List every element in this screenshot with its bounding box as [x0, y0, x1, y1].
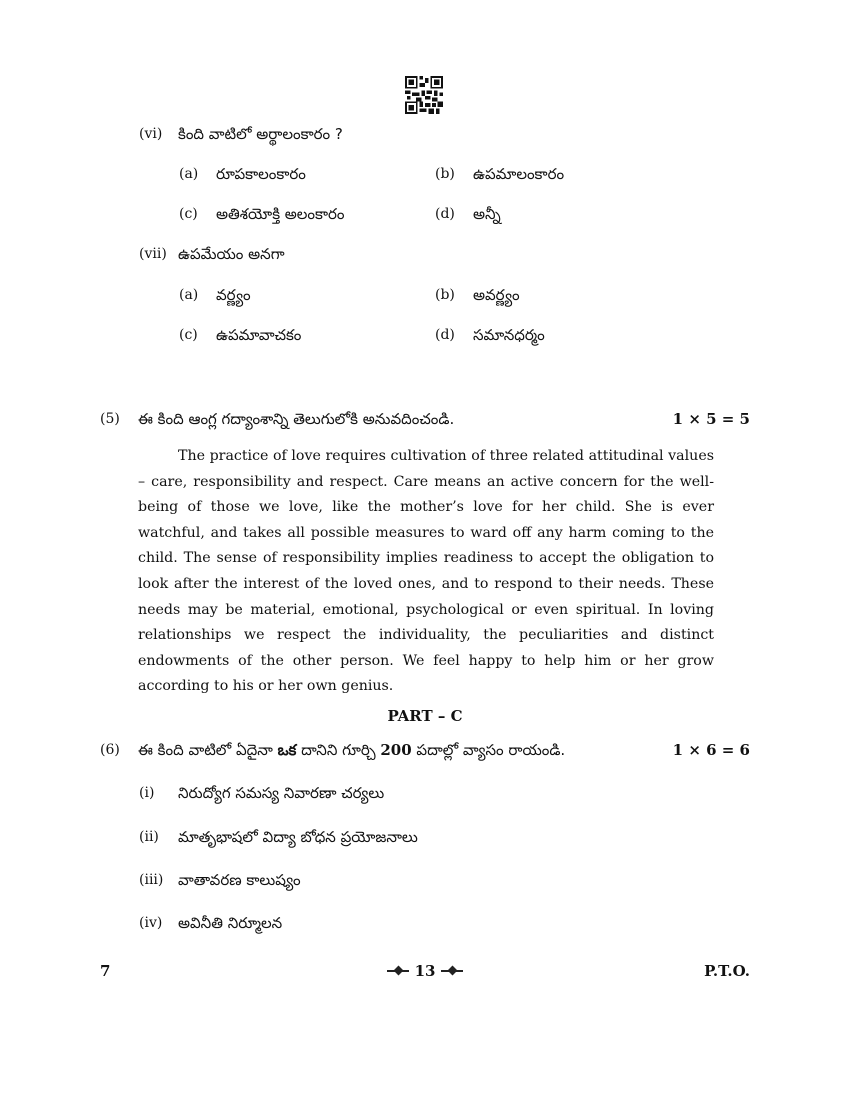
marks: 1 × 5 = 5 — [672, 410, 750, 428]
option-text: అవర్ణ్యం — [473, 286, 520, 304]
option-label: (d) — [435, 206, 455, 222]
question-number: (5) — [100, 411, 120, 427]
marks: 1 × 6 = 6 — [672, 741, 750, 759]
option-text: అతిశయోక్తి అలంకారం — [216, 205, 345, 223]
qr-code-icon — [404, 76, 444, 114]
please-turn-over: P.T.O. — [704, 962, 750, 980]
topic-number: (iv) — [139, 915, 163, 931]
question-text: ఈ కింది ఆంగ్ల గద్యాంశాన్ని తెలుగులోకి అనువదించండి. — [138, 410, 455, 428]
topic-number: (i) — [139, 785, 155, 801]
question-text: ఈ కింది వాటిలో ఏదైనా ఒక దానిని గూర్చి 200 పదాల్లో వ్యాసం రాయండి. — [138, 741, 566, 759]
question-number: (vi) — [139, 126, 163, 142]
question-number: (6) — [100, 742, 120, 758]
translation-passage — [138, 444, 714, 700]
ornament-icon — [441, 966, 463, 976]
option-text: రూపకాలంకారం — [216, 165, 306, 183]
option-label: (b) — [435, 287, 455, 303]
footer-left-code: 7 — [100, 962, 111, 980]
option-text: ఉపమాలంకారం — [473, 165, 565, 183]
option-text: అన్నీ — [473, 205, 501, 223]
question-number: (vii) — [139, 246, 167, 262]
topic-text: అవినీతి నిర్మూలన — [178, 914, 283, 932]
option-text: వర్ణ్యం — [216, 286, 251, 304]
option-label: (d) — [435, 327, 455, 343]
ornament-icon — [387, 966, 409, 976]
option-label: (c) — [179, 206, 198, 222]
topic-text: మాతృభాషలో విద్యా బోధన ప్రయోజనాలు — [178, 828, 418, 846]
option-label: (a) — [179, 166, 199, 182]
passage-text: The practice of love requires cultivation of three related attitudinal values – care, responsibility and respect. Care means an active concern for the well-being of those we love, like the mother’s love for her child. She is ever watchful, and takes all possible measures to ward off any harm coming to the child. The sense of responsibility implies readiness to accept the obligation to look after the interest of the loved ones, and to respond to their needs. These needs may be material, emotional, psychological or even spiritual. In loving relationships we respect the individuality, the peculiarities and distinct endowments of the other person. We feel happy to help him or her grow according to his or her own genius. — [138, 448, 714, 695]
option-text: సమానధర్మం — [473, 326, 545, 344]
option-label: (b) — [435, 166, 455, 182]
topic-text: నిరుద్యోగ సమస్య నివారణా చర్యలు — [178, 784, 385, 802]
topic-number: (iii) — [139, 872, 164, 888]
option-label: (c) — [179, 327, 198, 343]
question-text: కింది వాటిలో అర్థాలంకారం ? — [178, 125, 343, 143]
topic-text: వాతావరణ కాలుష్యం — [178, 871, 301, 889]
page-number-text: 13 — [414, 962, 436, 980]
page-number — [380, 962, 470, 980]
option-label: (a) — [179, 287, 199, 303]
question-text: ఉపమేయం అనగా — [178, 245, 285, 263]
topic-number: (ii) — [139, 829, 159, 845]
section-heading: PART – C — [387, 707, 463, 725]
option-text: ఉపమావాచకం — [216, 326, 302, 344]
